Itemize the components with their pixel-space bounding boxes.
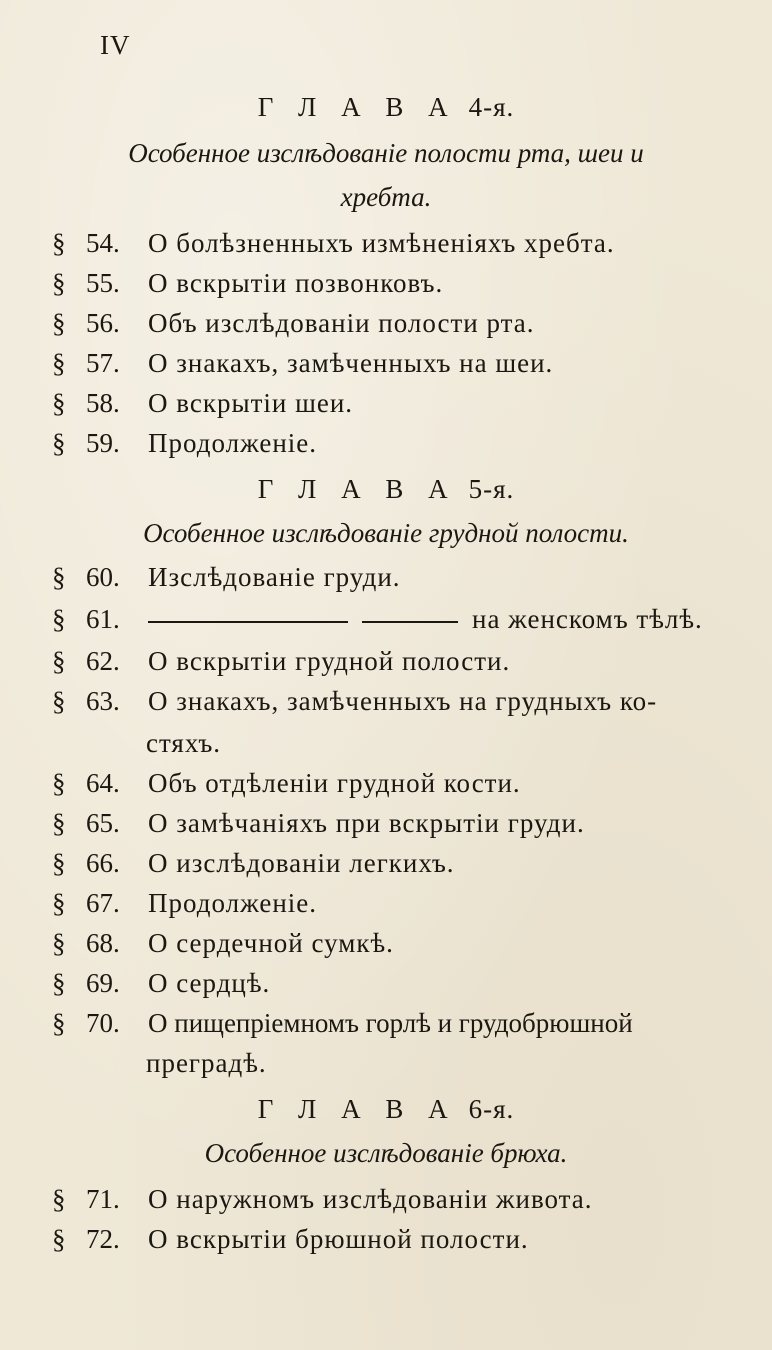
toc-entry [52,562,752,593]
entry-text: Изслѣдованіе груди. [148,562,401,592]
entry-number: 63. [86,686,120,716]
entry-number: 64. [86,768,120,798]
section-sign: § [52,1184,66,1214]
section-sign: § [52,646,66,676]
entry-number: 69. [86,968,120,998]
entry-number: 65. [86,808,120,838]
section-sign: § [52,308,66,338]
entry-number: 72. [86,1224,120,1254]
toc-entry [52,768,752,799]
entry-number: 68. [86,928,120,958]
section-sign: § [52,388,66,418]
toc-entry [52,1008,752,1039]
toc-entry [52,928,752,959]
chapter-heading-number: 6-я. [468,1094,515,1124]
entry-text: О вскрытіи брюшной полости. [148,1224,529,1254]
chapter-heading-word: Г Л А В А [257,1094,457,1124]
section-sign: § [52,1008,66,1038]
entry-number: 62. [86,646,120,676]
chapter-heading [0,474,772,505]
toc-entry [52,808,752,839]
entry-text: О замѣчаніяхъ при вскрытіи груди. [148,808,585,838]
chapter-heading-number: 4-я. [468,92,515,122]
entry-text: О вскрытіи позвонковъ. [148,268,444,298]
chapter-heading-word: Г Л А В А [257,474,457,504]
entry-text: О наружномъ изслѣдованіи живота. [148,1184,593,1214]
entry-continuation: стяхъ. [146,728,222,758]
section-sign: § [52,848,66,878]
entry-text: О вскрытіи грудной полости. [148,646,511,676]
section-sign: § [52,562,66,592]
section-sign: § [52,348,66,378]
entry-text: О сердцѣ. [148,968,271,998]
section-sign: § [52,808,66,838]
entry-number: 60. [86,562,120,592]
toc-entry [52,268,752,299]
entry-text: Объ изслѣдованіи полости рта. [148,308,535,338]
entry-number: 59. [86,428,120,458]
toc-entry [52,308,752,339]
toc-entry [52,686,752,717]
chapter-heading-word: Г Л А В А [257,92,457,122]
entry-number: 61. [86,604,120,634]
entry-text: Продолженіе. [148,428,318,458]
chapter-subtitle: Особенное изслѣдованіе брюха. [204,1138,568,1168]
toc-entry [52,428,752,459]
section-sign: § [52,768,66,798]
ditto-rule [148,621,348,623]
entry-text: О знакахъ, замѣченныхъ на грудныхъ ко- [148,686,658,716]
entry-text: на женскомъ тѣлѣ. [472,604,703,634]
entry-number: 67. [86,888,120,918]
chapter-heading [0,1094,772,1125]
toc-entry [52,646,752,677]
entry-number: 71. [86,1184,120,1214]
entry-number: 55. [86,268,120,298]
entry-text: О знакахъ, замѣченныхъ на шеи. [148,348,554,378]
toc-entry [52,228,752,259]
chapter-heading [0,92,772,123]
section-sign: § [52,888,66,918]
section-sign: § [52,1224,66,1254]
chapter-subtitle: Особенное изслѣдованіе полости рта, шеи и [128,138,644,168]
page-number: IV [100,30,131,60]
entry-number: 54. [86,228,120,258]
entry-text: О пищепріемномъ горлѣ и грудобрюшной [148,1008,633,1038]
toc-entry [52,1224,752,1255]
entry-text: О вскрытіи шеи. [148,388,354,418]
chapter-subtitle: хребта. [340,182,432,212]
entry-text: О изслѣдованіи легкихъ. [148,848,455,878]
section-sign: § [52,268,66,298]
toc-entry [52,604,752,635]
toc-entry [52,388,752,419]
toc-entry [52,348,752,379]
section-sign: § [52,968,66,998]
entry-number: 66. [86,848,120,878]
entry-number: 70. [86,1008,120,1038]
section-sign: § [52,686,66,716]
entry-text: О сердечной сумкѣ. [148,928,394,958]
toc-entry [52,848,752,879]
entry-continuation: преградѣ. [146,1048,267,1078]
chapter-subtitle: Особенное изслѣдованіе грудной полости. [143,518,629,548]
entry-number: 57. [86,348,120,378]
chapter-heading-number: 5-я. [468,474,515,504]
section-sign: § [52,928,66,958]
entry-text: Объ отдѣленіи грудной кости. [148,768,521,798]
entry-number: 56. [86,308,120,338]
section-sign: § [52,604,66,634]
toc-entry [52,1184,752,1215]
section-sign: § [52,428,66,458]
entry-text: О болѣзненныхъ измѣненіяхъ хребта. [148,228,615,258]
ditto-rule [362,621,458,623]
toc-entry [52,968,752,999]
section-sign: § [52,228,66,258]
toc-entry [52,888,752,919]
entry-number: 58. [86,388,120,418]
entry-text: Продолженіе. [148,888,318,918]
